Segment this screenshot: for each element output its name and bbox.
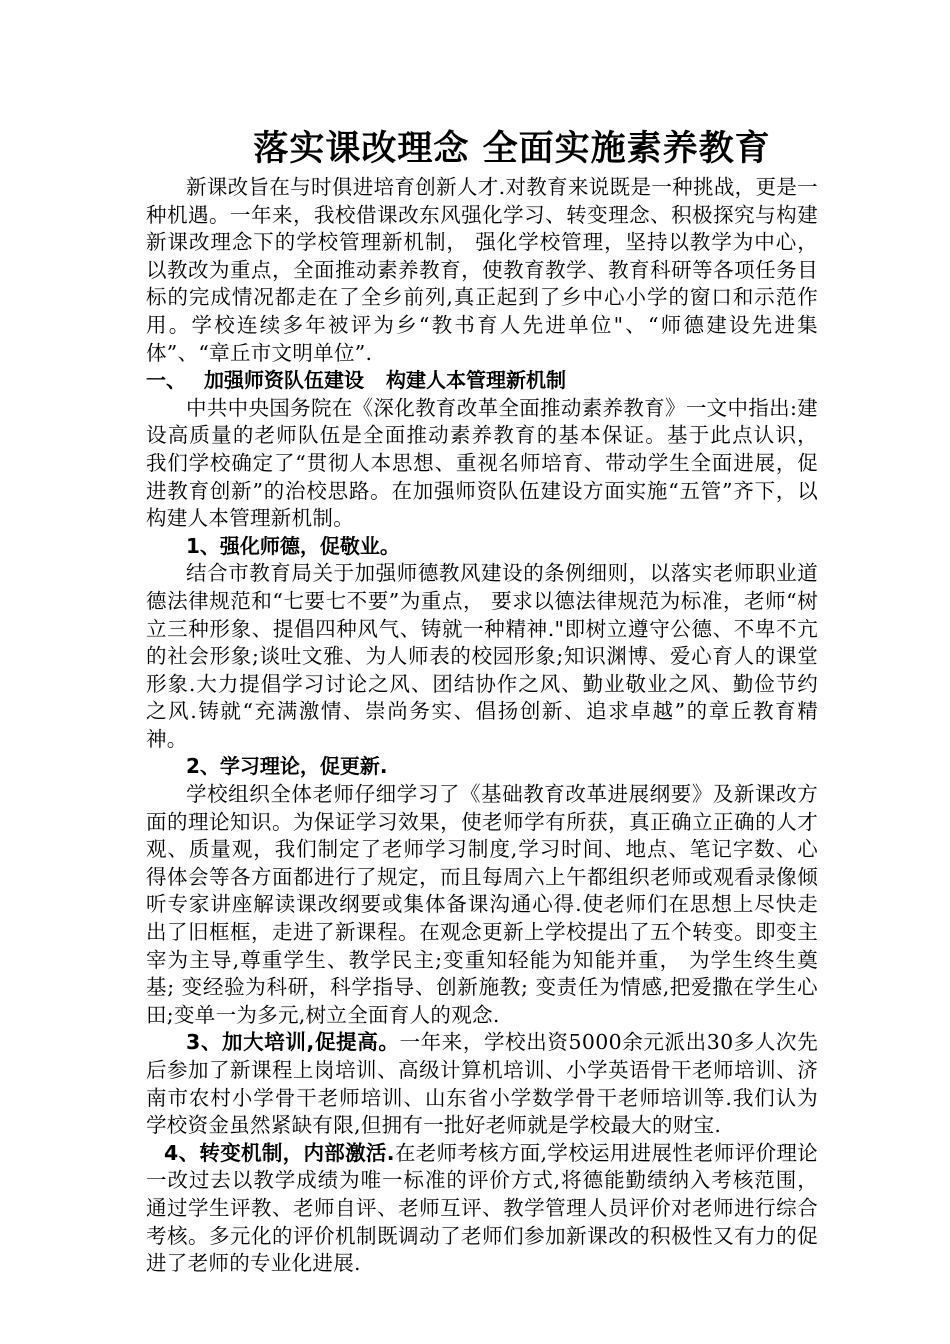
item-1-heading: 1、强化师德，促敬业。 (186, 533, 400, 558)
document-title: 落实课改理念 全面实施素养教育 (253, 129, 771, 169)
item-4-body: 在老师考核方面,学校运用进展性老师评价理论一改过去以教学成绩为唯一标准的评价方式,将德能勤绩纳入考核范围，通过学生评教、老师自评、老师互评、教学管理人员评价对老师进行综合考核。多元化的评价机制既调动了老师们参加新课改的积极性又有力的促进了老师的专业化进展. (146, 1140, 818, 1276)
item-3-body: 一年来，学校出资5000余元派出30多人次先后参加了新课程上岗培训、高级计算机培训、小学英语骨干老师培训、济南市农村小学骨干老师培训、山东省小学数学骨干老师培训等.我们认为学校资金虽然紧缺有限,但拥有一批好老师就是学校最大的财宝. (146, 1030, 818, 1138)
item-2-heading: 2、学习理论，促更新. (186, 754, 388, 779)
item-4-paragraph (146, 1140, 818, 1278)
document-page (146, 126, 818, 1278)
section-1-number: 一、 (146, 368, 186, 393)
section-1-heading (146, 367, 818, 395)
item-1-paragraph: 结合市教育局关于加强师德教风建设的条例细则，以落实老师职业道德法律规范和“七要七不要”为重点， 要求以德法律规范为标准，老师“树立三种形象、提倡四种风气、铸就一种精神."即树立遵守公德、不卑不亢的社会形象;谈吐文雅、为人师表的校园形象;知识渊博、爱心育人的课堂形象.大力提倡学习讨论之风、团结协作之风、勤业敬业之风、勤俭节约之风.铸就“充满激情、崇尚务实、倡扬创新、追求卓越”的章丘教育精神。 (146, 561, 818, 751)
item-3-heading: 3、加大培训,促提高。 (186, 1030, 400, 1055)
item-2-paragraph: 学校组织全体老师仔细学习了《基础教育改革进展纲要》及新课改方面的理论知识。为保证学习效果，使老师学有所获，真正确立正确的人才观、质量观，我们制定了老师学习制度,学习时间、地点、笔记字数、心得体会等各方面都进行了规定，而且每周六上午都组织老师或观看录像倾听专家讲座解读课改纲要或集体备课沟通心得.使老师们在思想上尽快走出了旧框框，走进了新课程。在观念更新上学校提出了五个转变。即变主宰为主导,尊重学生、教学民主;变重知轻能为知能并重， 为学生终生奠基; 变经验为科研，科学指导、创新施教; 变责任为情感,把爱撒在学生心田;变单一为多元,树立全面育人的观念. (146, 782, 818, 1027)
section-1-title-part2: 构建人本管理新机制 (386, 368, 566, 393)
section-1-paragraph: 中共中央国务院在《深化教育改革全面推动素养教育》一文中指出:建设高质量的老师队伍是全面推动素养教育的基本保证。基于此点认识， 我们学校确定了“贯彻人本思想、重视名师培育、带动学生全面进展，促进教育创新”的治校思路。在加强师资队伍建设方面实施“五管”齐下，以构建人本管理新机制。 (146, 395, 818, 531)
item-4-heading: 4、转变机制，内部激活. (164, 1140, 395, 1165)
item-3-paragraph (146, 1029, 818, 1139)
section-1-title-part1: 加强师资队伍建设 (204, 368, 364, 393)
intro-paragraph: 新课改旨在与时俱进培育创新人才.对教育来说既是一种挑战，更是一种机遇。一年来，我校借课改东风强化学习、转变理念、积极探究与构建新课改理念下的学校管理新机制， 强化学校管理，坚持以教学为中心，以教改为重点，全面推动素养教育，使教育教学、教育科研等各项任务目标的完成情况都走在了全乡前列,真正起到了乡中心小学的窗口和示范作用。学校连续多年被评为乡“教书育人先进单位"、“师德建设先进集体”、“章丘市文明单位”. (146, 175, 818, 365)
